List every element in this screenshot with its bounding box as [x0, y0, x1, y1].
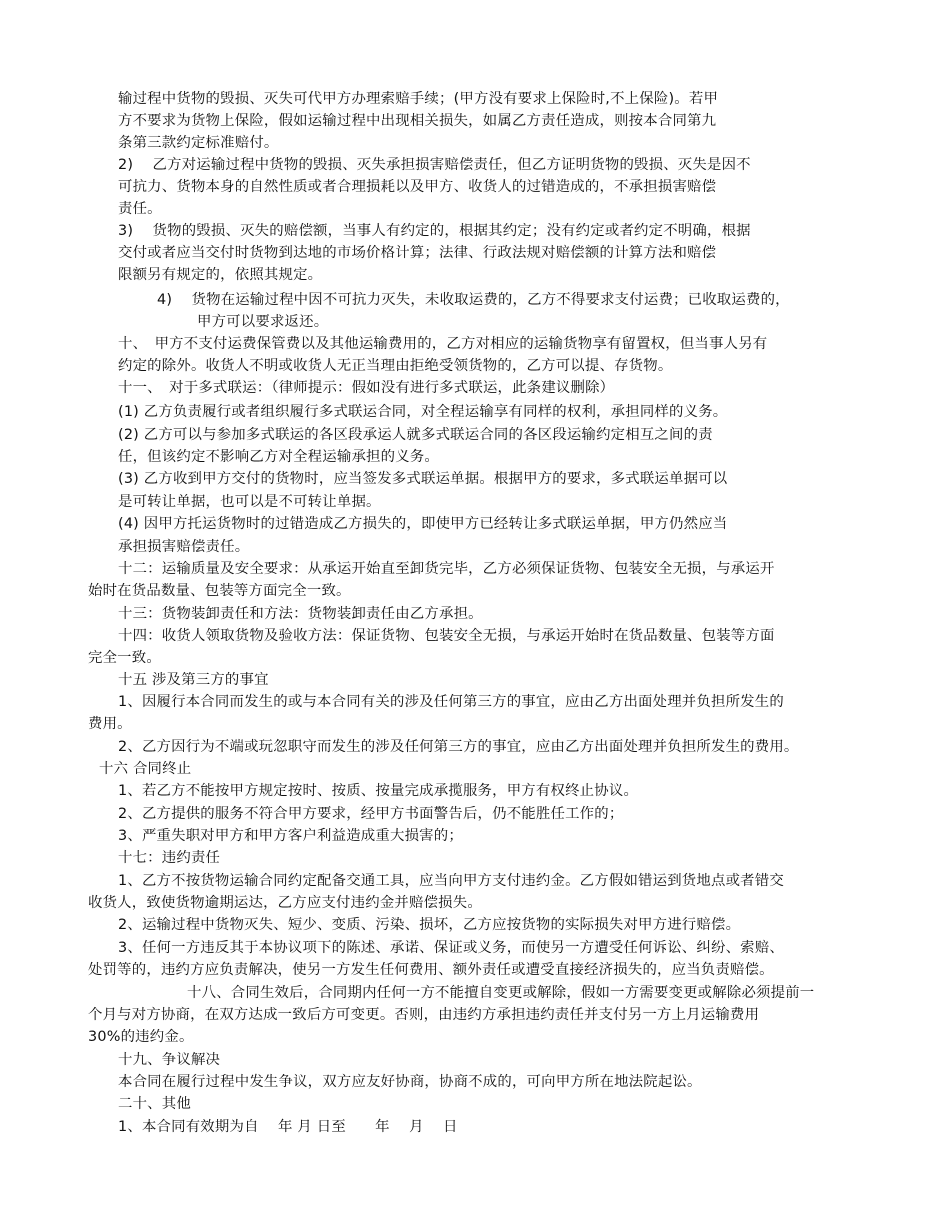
text-line: 责任。	[118, 201, 162, 217]
text-line: 1、乙方不按货物运输合同约定配备交通工具，应当向甲方支付违约金。乙方假如错运到货地点或者错交	[118, 873, 784, 889]
text-line: 十三：货物装卸责任和方法：货物装卸责任由乙方承担。	[118, 606, 483, 622]
text-line: (1) 乙方负责履行或者组织履行多式联运合同，对全程运输享有同样的权利，承担同样的义务。	[118, 404, 728, 420]
text-line: 条第三款约定标准赔付。	[118, 135, 279, 151]
text-line: 2、运输过程中货物灭失、短少、变质、污染、损坏，乙方应按货物的实际损失对甲方进行赔偿。	[118, 917, 741, 933]
text-line: 交付或者应当交付时货物到达地的市场价格计算；法律、行政法规对赔偿额的计算方法和赔偿	[118, 245, 717, 261]
text-line: 十一、 对于多式联运：（律师提示：假如没有进行多式联运，此条建议删除）	[118, 380, 615, 396]
text-line: 1、本合同有效期为自 年 月 日至 年 月 日	[118, 1119, 458, 1135]
text-line: 十五 涉及第三方的事宜	[118, 672, 269, 688]
text-line: 十九、争议解决	[118, 1052, 221, 1068]
text-line: 十八、合同生效后，合同期内任何一方不能擅自变更或解除，假如一方需要变更或解除必须提前一	[187, 985, 815, 1001]
text-line: 十七：违约责任	[118, 850, 221, 866]
text-line: 始时在货品数量、包装等方面完全一致。	[88, 583, 351, 599]
text-line: 输过程中货物的毁损、灭失可代甲方办理索赔手续；(甲方没有要求上保险时,不上保险)。若甲	[118, 91, 719, 107]
text-line: 1、因履行本合同而发生的或与本合同有关的涉及任何第三方的事宜，应由乙方出面处理并负担所发生的	[118, 694, 784, 710]
text-line: 十四：收货人领取货物及验收方法：保证货物、包装安全无损，与承运开始时在货品数量、包装等方面	[118, 628, 775, 644]
text-line: (3) 乙方收到甲方交付的货物时，应当签发多式联运单据。根据甲方的要求，多式联运单据可以	[118, 471, 728, 487]
text-line: 收货人，致使货物逾期运达，乙方应支付违约金并赔偿损失。	[88, 895, 482, 911]
text-line: 约定的除外。收货人不明或收货人无正当理由拒绝受领货物的，乙方可以提、存货物。	[118, 358, 673, 374]
text-line: 费用。	[88, 716, 132, 732]
text-line: 4) 货物在运输过程中因不可抗力灭失，未收取运费的，乙方不得要求支付运费；已收取运费的，	[157, 292, 790, 308]
text-line: 3) 货物的毁损、灭失的赔偿额，当事人有约定的，根据其约定；没有约定或者约定不明确，根据	[118, 223, 751, 239]
text-line: 二十、其他	[118, 1096, 191, 1112]
text-line: 十、 甲方不支付运费保管费以及其他运输费用的，乙方对相应的运输货物享有留置权，但当事人另有	[118, 336, 768, 352]
text-line: 2) 乙方对运输过程中货物的毁损、灭失承担损害赔偿责任，但乙方证明货物的毁损、灭失是因不	[118, 157, 751, 173]
text-line: 2、乙方因行为不端或玩忽职守而发生的涉及任何第三方的事宜，应由乙方出面处理并负担所发生的费用。	[118, 739, 799, 755]
text-line: 可抗力、货物本身的自然性质或者合理损耗以及甲方、收货人的过错造成的，不承担损害赔偿	[118, 179, 717, 195]
text-line: 甲方可以要求返还。	[197, 314, 329, 330]
text-line: 是可转让单据，也可以是不可转让单据。	[118, 494, 381, 510]
text-line: (4) 因甲方托运货物时的过错造成乙方损失的，即使甲方已经转让多式联运单据，甲方仍然应当	[118, 516, 728, 532]
text-line: 3、严重失职对甲方和甲方客户利益造成重大损害的；	[118, 828, 463, 844]
text-line: 十二：运输质量及安全要求：从承运开始直至卸货完毕，乙方必须保证货物、包装安全无损，与承运开	[118, 561, 775, 577]
text-line: 完全一致。	[88, 650, 161, 666]
text-line: 2、乙方提供的服务不符合甲方要求，经甲方书面警告后，仍不能胜任工作的；	[118, 806, 624, 822]
text-line: 本合同在履行过程中发生争议，双方应友好协商，协商不成的，可向甲方所在地法院起讼。	[118, 1074, 702, 1090]
text-line: 30%的违约金。	[88, 1029, 194, 1045]
text-line: 方不要求为货物上保险，假如运输过程中出现相关损失，如属乙方责任造成，则按本合同第九	[118, 113, 717, 129]
text-line: 十六 合同终止	[99, 761, 192, 777]
text-line: 承担损害赔偿责任。	[118, 539, 250, 555]
text-line: 个月与对方协商，在双方达成一致后方可变更。否则，由违约方承担违约责任并支付另一方上月运输费用	[88, 1007, 760, 1023]
text-line: 3、任何一方违反其于本协议项下的陈述、承诺、保证或义务，而使另一方遭受任何诉讼、纠纷、索赔、	[118, 940, 784, 956]
text-line: 限额另有规定的，依照其规定。	[118, 267, 323, 283]
text-line: 任，但该约定不影响乙方对全程运输承担的义务。	[118, 449, 439, 465]
text-line: 处罚等的，违约方应负责解决，使另一方发生任何费用、额外责任或遭受直接经济损失的，应当负责赔偿。	[88, 962, 774, 978]
text-line: 1、若乙方不能按甲方规定按时、按质、按量完成承揽服务，甲方有权终止协议。	[118, 783, 639, 799]
text-line: (2) 乙方可以与参加多式联运的各区段承运人就多式联运合同的各区段运输约定相互之间的责	[118, 427, 713, 443]
